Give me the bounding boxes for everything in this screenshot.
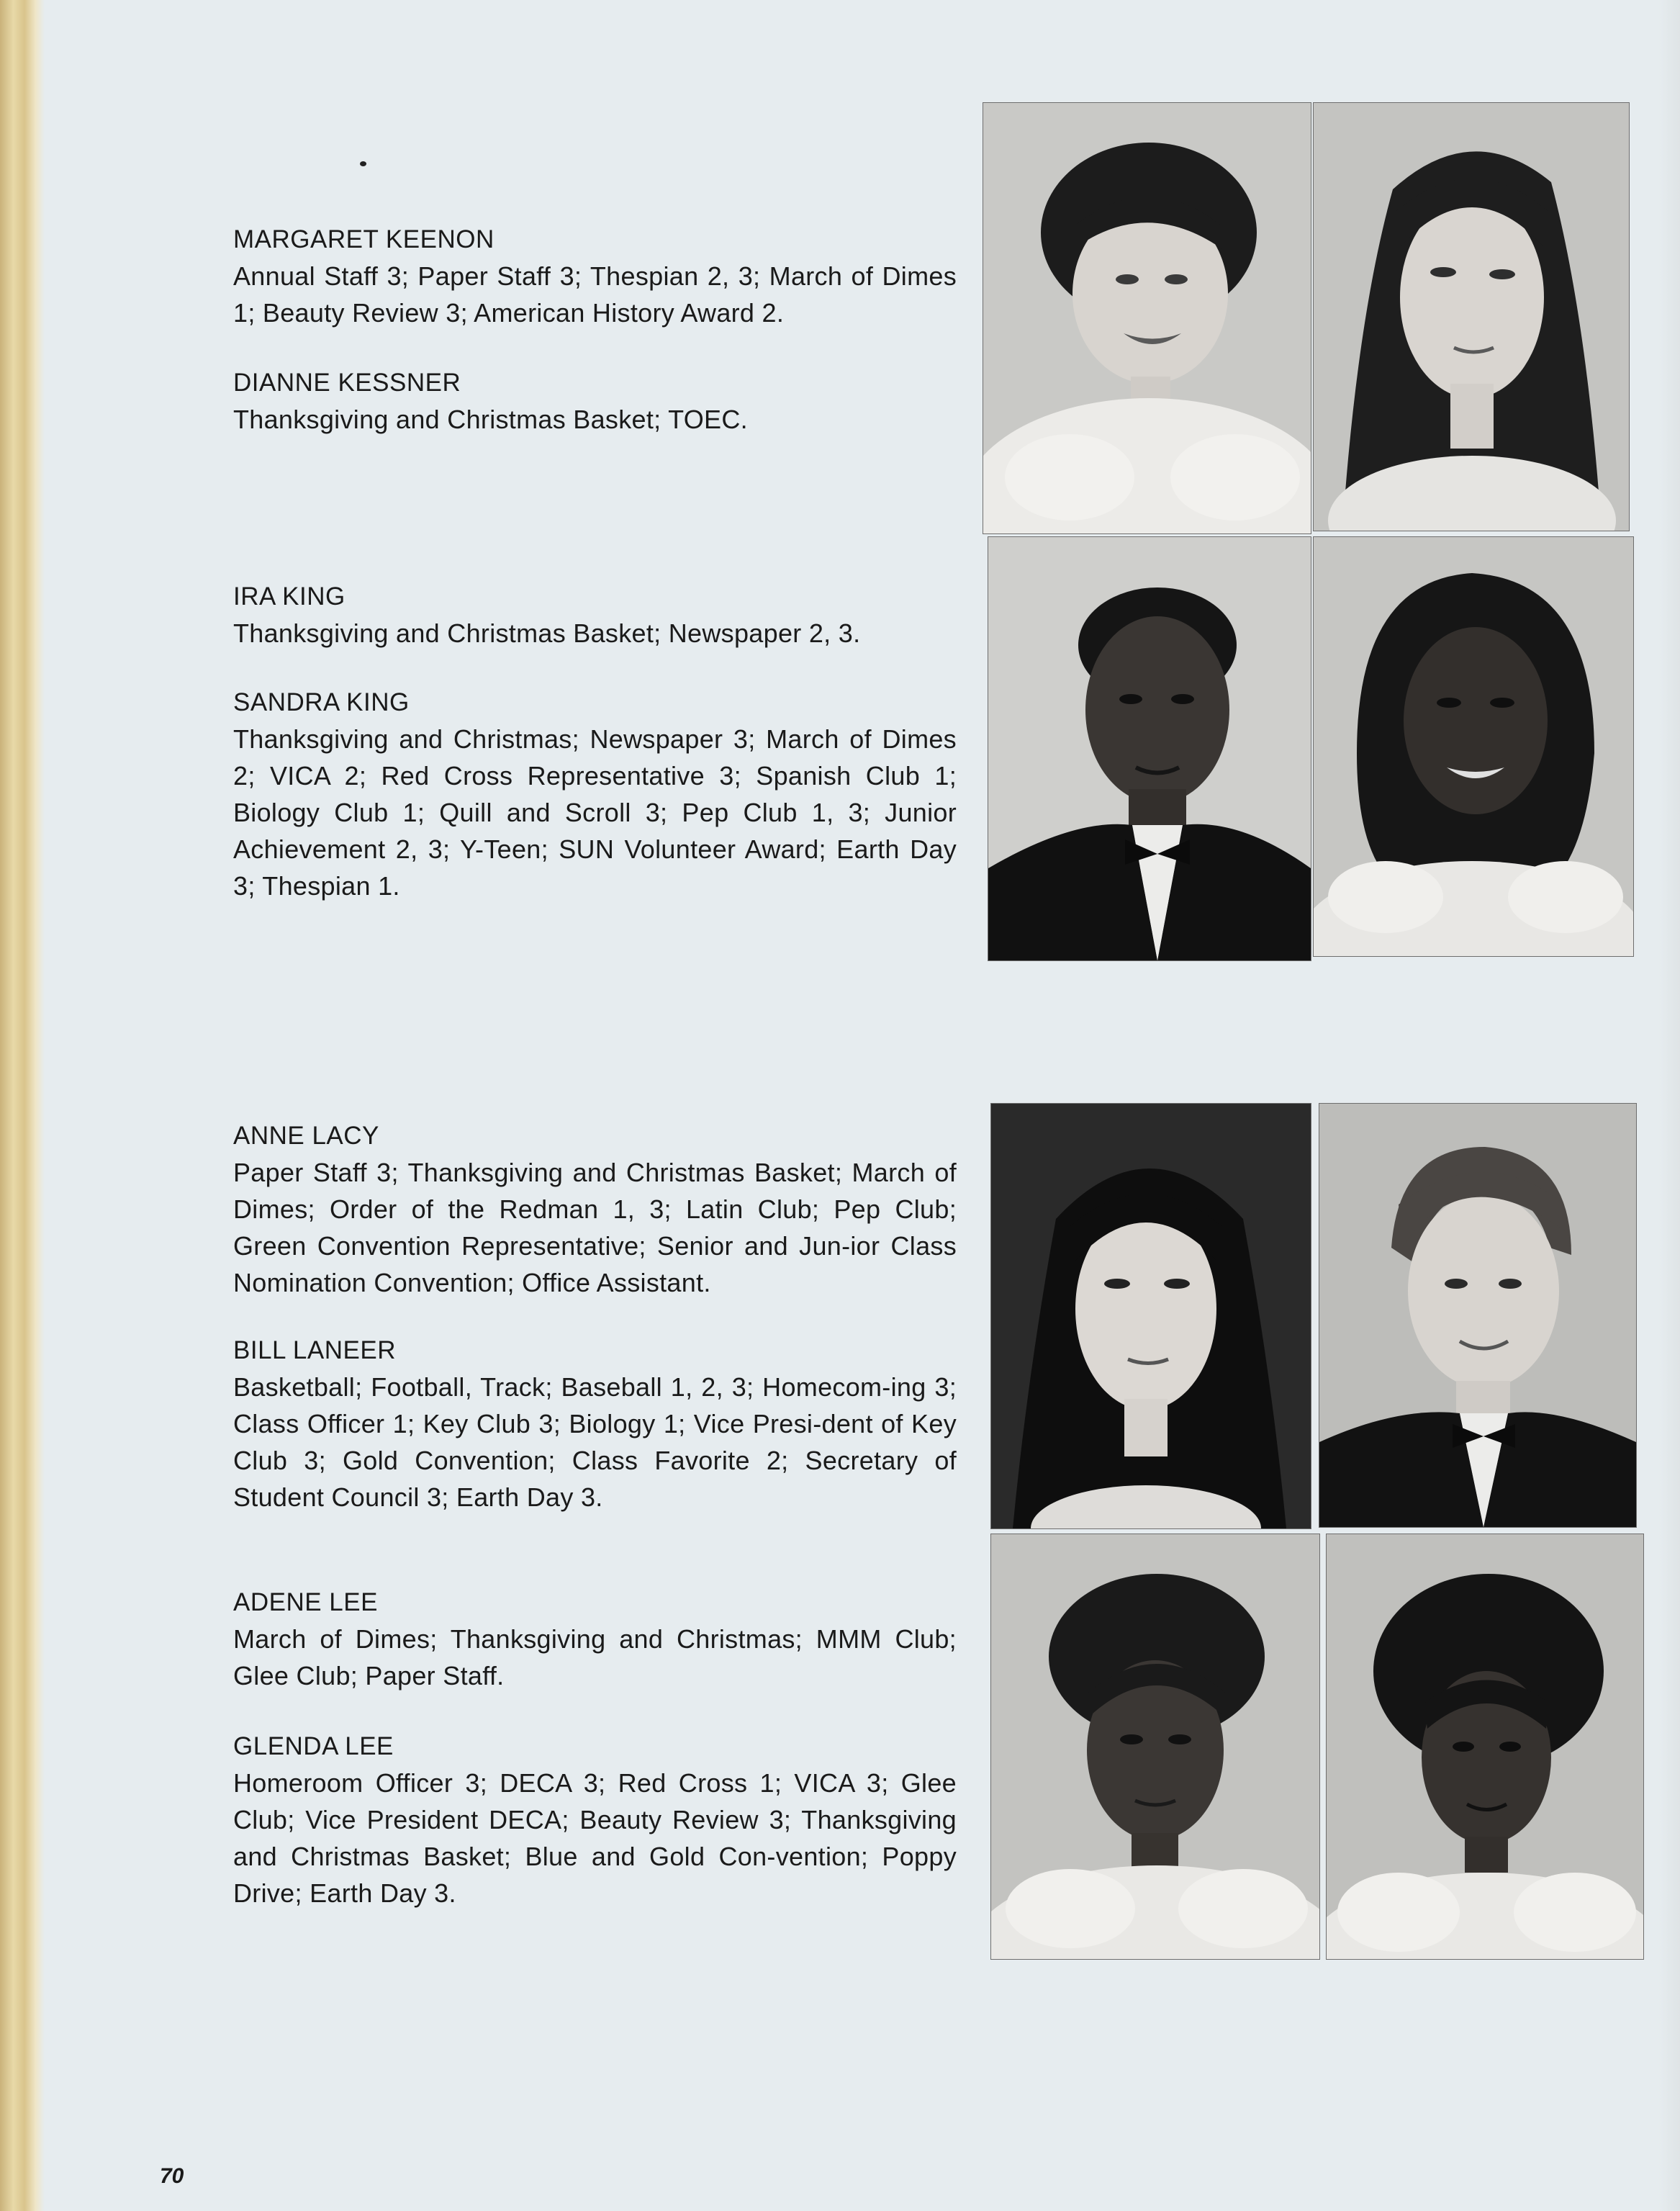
student-name: IRA KING <box>233 582 346 611</box>
portrait-photo <box>1326 1534 1644 1960</box>
student-activities: Thanksgiving and Christmas; Newspaper 3; March of Dimes 2; VICA 2; Red Cross Representative 3; Spanish Club 1; Biology Club 1; Quill and Scroll 3; Pep Club 1, 3; Junior Achievement 2, 3; Y-Teen; SUN Volunteer Award; Earth Day 3; Thespian 1. <box>233 724 957 901</box>
portrait-photo <box>1319 1103 1637 1528</box>
entry-sandra-king <box>233 684 957 904</box>
student-activities: Homeroom Officer 3; DECA 3; Red Cross 1; VICA 3; Glee Club; Vice President DECA; Beauty Review 3; Thanksgiving and Christmas Basket; Blue and Gold Con-vention; Poppy Drive; Earth Day 3. <box>233 1768 957 1908</box>
student-name: ANNE LACY <box>233 1122 379 1150</box>
portrait-photo <box>983 102 1311 534</box>
student-activities: Thanksgiving and Christmas Basket; TOEC. <box>233 405 748 434</box>
entry-bill-laneer <box>233 1332 957 1516</box>
student-name: ADENE LEE <box>233 1588 378 1616</box>
page-edge <box>1658 0 1680 2211</box>
book-binding <box>0 0 45 2211</box>
entry-dianne-kessner <box>233 364 957 438</box>
student-activities: Paper Staff 3; Thanksgiving and Christmas Basket; March of Dimes; Order of the Redman 1, 3; Latin Club; Pep Club; Green Convention Representative; Senior and Jun-ior Class Nomination Convention; Office Assistant. <box>233 1158 957 1297</box>
portrait-photo <box>990 1103 1311 1529</box>
entry-ira-king <box>233 578 957 652</box>
student-name: DIANNE KESSNER <box>233 369 461 397</box>
student-name: MARGARET KEENON <box>233 225 494 253</box>
entry-margaret-keenon <box>233 221 957 331</box>
entry-adene-lee <box>233 1584 957 1694</box>
student-activities: Annual Staff 3; Paper Staff 3; Thespian 2, 3; March of Dimes 1; Beauty Review 3; American History Award 2. <box>233 261 957 328</box>
print-speck <box>360 161 366 166</box>
portrait-photo <box>1313 536 1634 957</box>
student-activities: Thanksgiving and Christmas Basket; Newspaper 2, 3. <box>233 618 861 648</box>
entry-glenda-lee <box>233 1728 957 1911</box>
portrait-photo <box>990 1534 1320 1960</box>
page-number: 70 <box>160 2164 184 2188</box>
student-activities: Basketball; Football, Track; Baseball 1, 2, 3; Homecom-ing 3; Class Officer 1; Key Club 3; Biology 1; Vice Presi-dent of Key Club 3; Gold Convention; Class Favorite 2; Secretary of Student Council 3; Earth Day 3. <box>233 1372 957 1512</box>
entry-anne-lacy <box>233 1117 957 1301</box>
student-activities: March of Dimes; Thanksgiving and Christmas; MMM Club; Glee Club; Paper Staff. <box>233 1624 957 1690</box>
portrait-photo <box>988 536 1311 961</box>
student-name: BILL LANEER <box>233 1336 396 1364</box>
student-name: GLENDA LEE <box>233 1732 394 1760</box>
student-name: SANDRA KING <box>233 688 410 716</box>
portrait-photo <box>1313 102 1630 531</box>
